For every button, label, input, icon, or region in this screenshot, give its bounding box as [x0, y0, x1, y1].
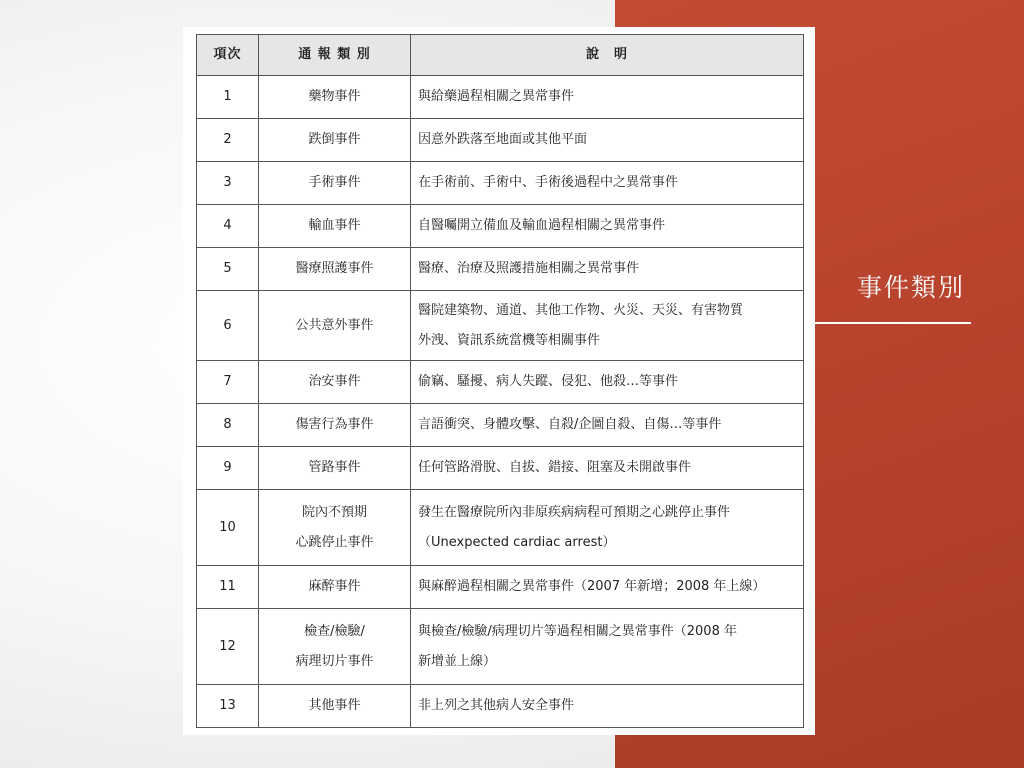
description-line: 因意外跌落至地面或其他平面 [418, 132, 588, 147]
row-number: 5 [197, 248, 259, 291]
row-description [411, 685, 804, 728]
description-line: 醫療、治療及照護措施相關之異常事件 [418, 261, 640, 276]
row-category [259, 447, 411, 490]
description-line: 與麻醉過程相關之異常事件（2007 年新增；2008 年上線） [418, 579, 766, 594]
row-category [259, 404, 411, 447]
category-line: 治安事件 [308, 374, 361, 389]
row-number: 7 [197, 361, 259, 404]
table-row [197, 291, 804, 361]
title-underline [815, 322, 971, 324]
event-category-table [196, 34, 804, 728]
row-category [259, 685, 411, 728]
row-description [411, 361, 804, 404]
row-category [259, 291, 411, 361]
table-row [197, 162, 804, 205]
description-line: 與給藥過程相關之異常事件 [418, 89, 575, 104]
row-category [259, 609, 411, 685]
description-line: 在手術前、手術中、手術後過程中之異常事件 [418, 175, 679, 190]
row-number: 13 [197, 685, 259, 728]
description-line: 與檢查/檢驗/病理切片等過程相關之異常事件（2008 年 [418, 623, 737, 639]
row-number: 3 [197, 162, 259, 205]
description-line: 非上列之其他病人安全事件 [418, 698, 575, 713]
row-number: 10 [197, 490, 259, 566]
row-description [411, 119, 804, 162]
category-line: 院內不預期 [301, 504, 367, 520]
row-description [411, 447, 804, 490]
header-desc: 說 明 [411, 35, 804, 76]
slide-title: 事件類別 [856, 273, 965, 302]
row-number: 1 [197, 76, 259, 119]
description-line: 醫院建築物、通道、其他工作物、火災、天災、有害物質 [418, 302, 744, 318]
row-description [411, 291, 804, 361]
row-category [259, 490, 411, 566]
table-row [197, 119, 804, 162]
description-line: 任何管路滑脫、自拔、錯接、阻塞及未開啟事件 [418, 460, 692, 475]
row-number: 12 [197, 609, 259, 685]
category-line: 其他事件 [308, 698, 361, 713]
table-row [197, 609, 804, 685]
description-line: 外洩、資訊系統當機等相關事件 [418, 332, 601, 348]
category-line: 管路事件 [308, 460, 361, 475]
category-line: 藥物事件 [308, 89, 361, 104]
category-line: 病理切片事件 [295, 653, 374, 669]
row-category [259, 361, 411, 404]
category-line: 麻醉事件 [308, 579, 361, 594]
table-row [197, 76, 804, 119]
row-category [259, 76, 411, 119]
row-description [411, 162, 804, 205]
row-number: 4 [197, 205, 259, 248]
category-line: 檢查/檢驗/ [304, 623, 365, 639]
table-row [197, 404, 804, 447]
description-line: 自醫囑開立備血及輸血過程相關之異常事件 [418, 218, 666, 233]
table-header-row [197, 35, 804, 76]
table-row [197, 447, 804, 490]
description-line: 發生在醫療院所內非原疾病病程可預期之心跳停止事件 [418, 504, 731, 520]
category-line: 跌倒事件 [308, 132, 361, 147]
row-category [259, 248, 411, 291]
row-number: 6 [197, 291, 259, 361]
row-description [411, 566, 804, 609]
row-number: 9 [197, 447, 259, 490]
row-category [259, 566, 411, 609]
table-row [197, 205, 804, 248]
description-line: （Unexpected cardiac arrest） [418, 534, 616, 550]
table-row [197, 566, 804, 609]
row-category [259, 119, 411, 162]
table-row [197, 361, 804, 404]
table-row [197, 685, 804, 728]
category-line: 手術事件 [308, 175, 361, 190]
row-number: 8 [197, 404, 259, 447]
category-line: 傷害行為事件 [295, 417, 374, 432]
row-category [259, 205, 411, 248]
row-description [411, 248, 804, 291]
row-category [259, 162, 411, 205]
description-line: 言語衝突、身體攻擊、自殺/企圖自殺、自傷…等事件 [418, 417, 722, 432]
category-line: 輸血事件 [308, 218, 361, 233]
table-body [197, 76, 804, 728]
category-line: 醫療照護事件 [295, 261, 374, 276]
row-description [411, 490, 804, 566]
row-description [411, 76, 804, 119]
description-line: 新增並上線） [418, 653, 497, 669]
table-row [197, 490, 804, 566]
row-description [411, 205, 804, 248]
category-line: 心跳停止事件 [295, 534, 374, 550]
category-line: 公共意外事件 [295, 317, 374, 333]
row-description [411, 609, 804, 685]
header-no: 項次 [197, 35, 259, 76]
header-type: 通 報 類 別 [259, 35, 411, 76]
table-row [197, 248, 804, 291]
row-number: 2 [197, 119, 259, 162]
table-card [183, 27, 815, 735]
row-description [411, 404, 804, 447]
row-number: 11 [197, 566, 259, 609]
description-line: 偷竊、騷擾、病人失蹤、侵犯、他殺…等事件 [418, 374, 679, 389]
